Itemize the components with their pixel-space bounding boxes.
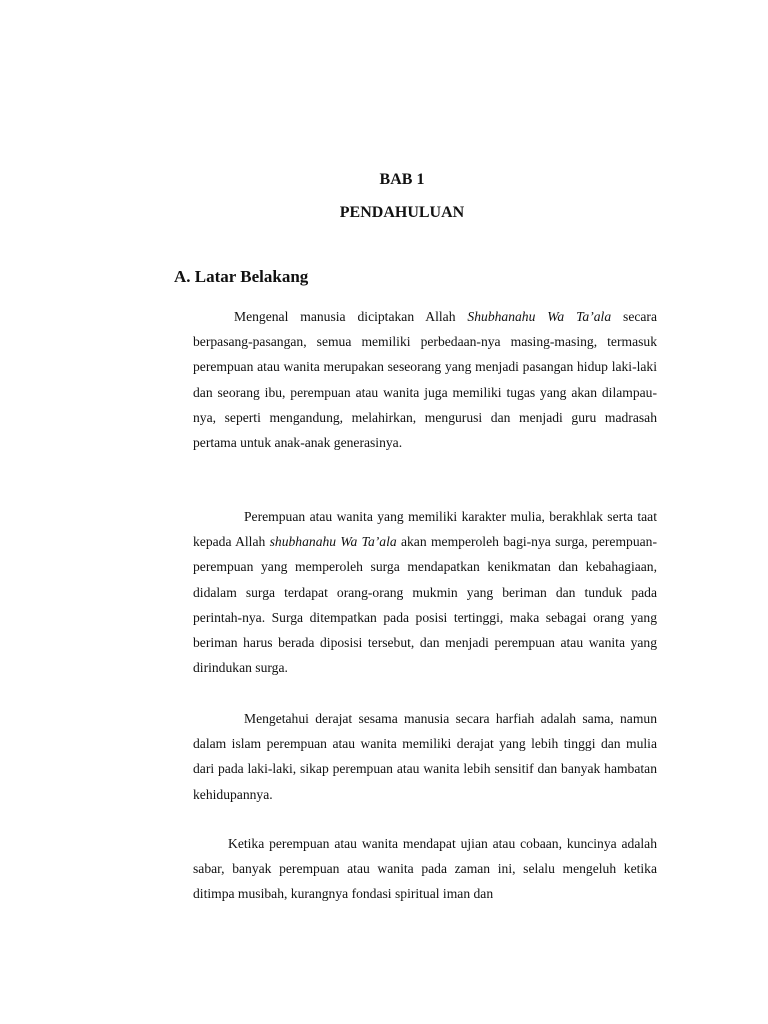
paragraph-3: Mengetahui derajat sesama manusia secara harfiah adalah sama, namun dalam islam perempuan atau wanita memiliki derajat yang lebih tinggi dan mulia dari pada laki-laki, sikap perempuan atau wanita lebih sensitif dan banyak hambatan kehidupannya. <box>193 711 657 802</box>
chapter-number: BAB 1 <box>379 171 425 188</box>
paragraph-1 <box>193 304 657 455</box>
paragraph-2-text-after: akan memperoleh bagi-nya surga, perempuan-perempuan yang memperoleh surga mendapatkan kenikmatan dan kebahagiaan, didalam surga terdapat orang-orang mukmin yang beriman dan tunduk pada perintah-nya. Surga ditempatkan pada posisi tertinggi, maka sebagai orang yang beriman harus berada diposisi tersebut, dan menjadi perempuan atau wanita yang dirindukan surga. <box>193 534 657 676</box>
section-title: A. Latar Belakang <box>174 267 309 286</box>
paragraph-2-text-before: Perempuan atau wanita yang memiliki karakter mulia, berakhlak serta taat kepada Allah <box>193 509 657 550</box>
paragraph-1-text-after: secara berpasang-pasangan, semua memiliki perbedaan-nya masing-masing, termasuk perempuan atau wanita merupakan seseorang yang menjadi pasangan hidup laki-laki dan seorang ibu, perempuan atau wanita juga memiliki tugas yang akan dilampau-nya, seperti mengandung, melahirkan, mengurusi dan menjadi guru madrasah pertama untuk anak-anak generasinya. <box>193 309 657 451</box>
paragraph-1-italic-phrase: Shubhanahu Wa Ta’ala <box>467 309 612 324</box>
paragraph-1-text-before: Mengenal manusia diciptakan Allah <box>234 309 468 324</box>
paragraph-2 <box>193 504 657 680</box>
chapter-title: PENDAHULUAN <box>339 204 465 221</box>
paragraph-4: Ketika perempuan atau wanita mendapat ujian atau cobaan, kuncinya adalah sabar, banyak perempuan atau wanita pada zaman ini, selalu mengeluh ketika ditimpa musibah, kurangnya fondasi spiritual iman dan <box>193 836 657 902</box>
paragraph-2-italic-phrase: shubhanahu Wa Ta’ala <box>269 534 397 550</box>
